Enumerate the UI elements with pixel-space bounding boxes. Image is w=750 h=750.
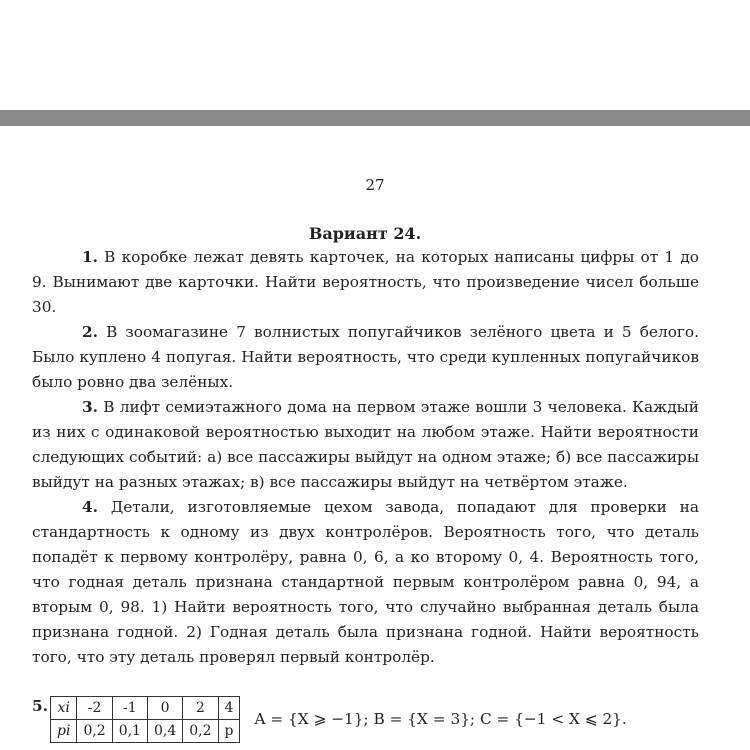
problem-3	[32, 395, 699, 495]
page-separator-bar	[0, 110, 750, 126]
table-header-cell: xi	[50, 696, 76, 719]
events-definition: A = {X ⩾ −1}; B = {X = 3}; C = {−1 < X ⩽ 2}.	[254, 710, 627, 728]
problem-text: В лифт семиэтажного дома на первом этаже вошли 3 человека. Каждый из них с одинаковой вероятностью выходит на любом этаже. Найти вероятности следующих событий: а) все пассажиры выйдут на одном этаже; б) все пассажиры выйдут на разных этажах; в) все пассажиры выйдут на четвёртом этаже.	[32, 398, 699, 491]
problem-text: Детали, изготовляемые цехом завода, попадают для проверки на стандартность к одному из двух контролёров. Вероятность того, что деталь попадёт к первому контролёру, равна 0, 6, а ко второму 0, 4. Вероятность того, что годная деталь признана стандартной первым контролёром равна 0, 94, а вторым 0, 98. 1) Найти вероятность того, что случайно выбранная деталь была признана годной. 2) Годная деталь была признана годной. Найти вероятность того, что эту деталь проверял первый контролёр.	[32, 498, 699, 666]
table-cell: 4	[218, 696, 240, 719]
problem-number: 3.	[82, 398, 98, 416]
table-cell: 0,2	[77, 719, 112, 742]
problem-number: 2.	[82, 323, 98, 341]
table-cell: -2	[77, 696, 112, 719]
problem-number: 1.	[82, 248, 98, 266]
table-row-p	[50, 719, 239, 742]
variant-title: Вариант 24.	[308, 224, 422, 243]
problem-5	[32, 693, 627, 745]
problem-number: 5.	[32, 697, 48, 715]
problem-number: 4.	[82, 498, 98, 516]
table-cell: -1	[112, 696, 147, 719]
table-cell: p	[218, 719, 240, 742]
table-cell: 0,1	[112, 719, 147, 742]
problem-2	[32, 320, 699, 395]
table-header-cell: pi	[50, 719, 76, 742]
page-number: 27	[365, 176, 385, 194]
problem-4	[32, 495, 699, 670]
table-cell: 0	[147, 696, 182, 719]
table-cell: 0,4	[147, 719, 182, 742]
table-cell: 0,2	[183, 719, 218, 742]
distribution-table	[50, 696, 240, 743]
table-row-x	[50, 696, 239, 719]
problems-list	[32, 245, 699, 670]
problem-text: В зоомагазине 7 волнистых попугайчиков зелёного цвета и 5 белого. Было куплено 4 попугая. Найти вероятность, что среди купленных попугайчиков было ровно два зелёных.	[32, 323, 699, 391]
table-cell: 2	[183, 696, 218, 719]
problem-text: В коробке лежат девять карточек, на которых написаны цифры от 1 до 9. Вынимают две карточки. Найти вероятность, что произведение чисел больше 30.	[32, 248, 699, 316]
problem-1	[32, 245, 699, 320]
